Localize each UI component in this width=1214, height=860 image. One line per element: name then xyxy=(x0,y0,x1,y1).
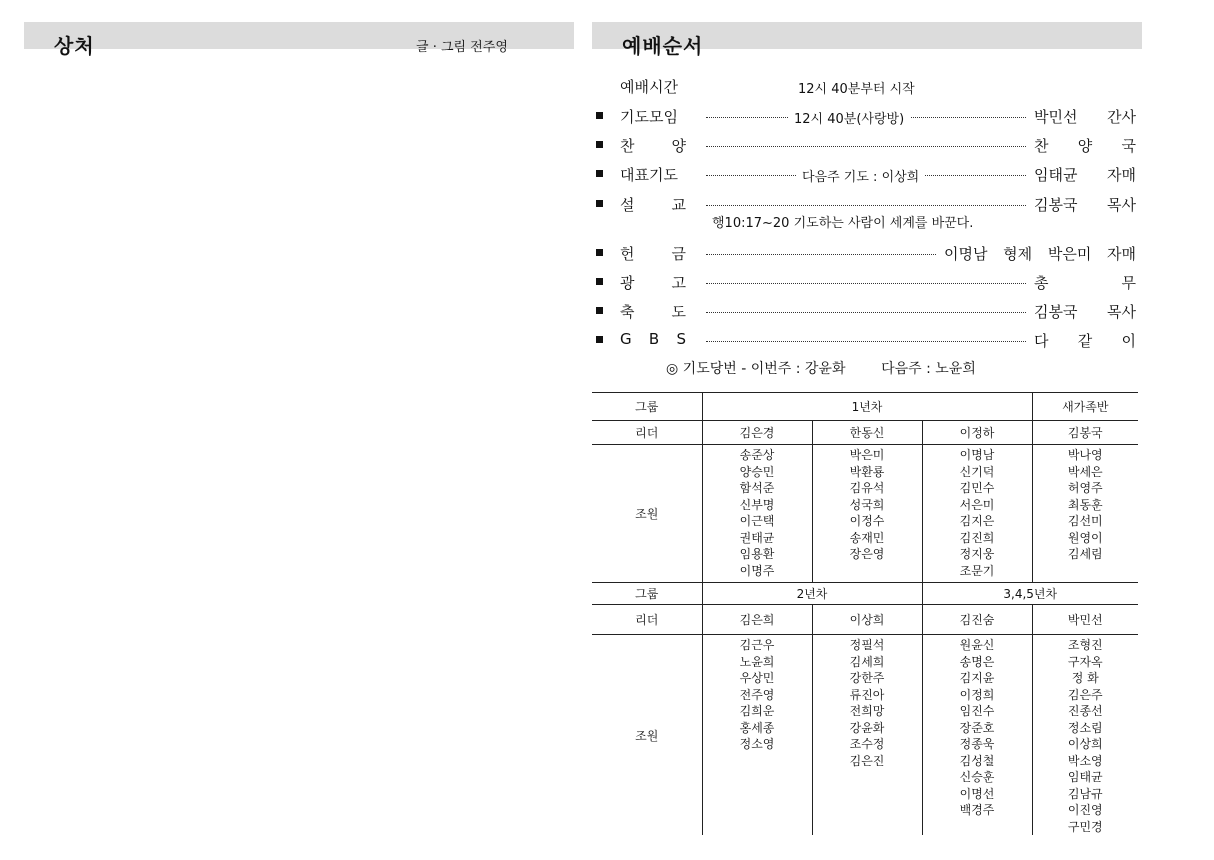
member-name: 구자옥 xyxy=(1067,654,1103,669)
member-name: 김성철 xyxy=(959,753,995,768)
leader-dots xyxy=(706,146,1026,147)
order-label: 대표기도 xyxy=(620,166,678,184)
member-name: 함석준 xyxy=(739,481,775,495)
group-header-label: 그룹 xyxy=(592,583,702,605)
member-list xyxy=(922,635,1032,836)
member-name: 이명남 xyxy=(959,448,995,462)
leader-label: 리더 xyxy=(592,605,702,635)
order-row xyxy=(596,243,1136,265)
order-row xyxy=(596,164,1136,186)
order-label: G B S xyxy=(620,330,686,348)
member-name: 박나영 xyxy=(1067,448,1103,462)
order-person: 찬 양 국 xyxy=(1034,137,1136,155)
member-name: 김근우 xyxy=(739,638,775,652)
member-name: 백경주 xyxy=(959,803,995,817)
member-name: 강한주 xyxy=(849,671,885,685)
member-name: 최동훈 xyxy=(1067,497,1103,512)
order-detail: 다음주 기도 : 이상희 xyxy=(796,166,925,185)
group-new-family: 새가족반 xyxy=(1032,393,1138,421)
member-name: 김선미 xyxy=(1067,514,1103,528)
bullet-icon xyxy=(596,278,603,285)
member-name: 신기덕 xyxy=(959,464,995,479)
leader-dots xyxy=(706,341,1026,342)
member-name: 김은주 xyxy=(1067,687,1103,702)
member-name: 김유석 xyxy=(849,481,885,495)
member-name: 신승훈 xyxy=(959,770,995,784)
member-name: 류진아 xyxy=(849,687,885,702)
leader: 김진숨 xyxy=(922,605,1032,635)
worship-time-row xyxy=(596,76,1136,98)
member-name: 김남규 xyxy=(1067,786,1103,801)
member-name: 이명주 xyxy=(739,563,775,578)
member-name: 원윤신 xyxy=(959,638,995,652)
leader: 김은희 xyxy=(702,605,812,635)
sermon-title: 행10:17~20 기도하는 사람이 세계를 바꾼다. xyxy=(712,216,974,231)
leader-dots xyxy=(706,312,1026,313)
group-header-label: 그룹 xyxy=(592,393,702,421)
member-label: 조원 xyxy=(592,445,702,583)
member-name: 양승민 xyxy=(739,464,775,479)
member-name: 신부명 xyxy=(739,497,775,512)
member-name: 이정수 xyxy=(849,514,885,528)
worship-time-value: 12시 40분부터 시작 xyxy=(792,78,921,97)
member-name: 정소영 xyxy=(739,737,775,751)
left-page-title: 상처 xyxy=(54,34,95,58)
order-label: 기도모임 xyxy=(620,108,678,126)
bullet-icon xyxy=(596,200,603,207)
leader-label: 리더 xyxy=(592,421,702,445)
member-label: 조원 xyxy=(635,728,659,743)
member-name: 김세림 xyxy=(1067,547,1103,561)
member-name: 홍세종 xyxy=(739,720,775,735)
member-name: 정종욱 xyxy=(959,737,995,751)
order-row xyxy=(596,106,1136,128)
order-label: 찬 양 xyxy=(620,137,686,155)
member-name: 임진수 xyxy=(959,704,995,718)
order-person: 총 무 xyxy=(1034,274,1136,292)
order-person: 김봉국 목사 xyxy=(1034,303,1136,321)
member-name: 송재민 xyxy=(849,530,885,545)
leader: 김은경 xyxy=(702,421,812,445)
member-name: 김세희 xyxy=(849,654,885,669)
member-name: 진종선 xyxy=(1067,704,1103,718)
order-row xyxy=(596,135,1136,157)
leader-dots xyxy=(706,283,1026,284)
member-name: 조수정 xyxy=(849,737,885,751)
right-page-title: 예배순서 xyxy=(622,34,704,58)
member-name: 성국희 xyxy=(849,497,885,512)
member-name: 이정희 xyxy=(959,687,995,702)
member-name: 김지윤 xyxy=(959,671,995,685)
member-name: 허영주 xyxy=(1067,481,1103,495)
groups-table xyxy=(592,392,1138,835)
member-name: 이근택 xyxy=(739,514,775,528)
member-name: 김은진 xyxy=(849,753,885,768)
bullet-icon xyxy=(596,249,603,256)
member-name: 박은미 xyxy=(849,448,885,462)
prayer-duty: ◎ 기도당번 - 이번주 : 강윤화 다음주 : 노윤희 xyxy=(666,361,976,377)
member-name: 정 화 xyxy=(1071,671,1099,685)
member-name: 전주영 xyxy=(739,687,775,702)
leader-dots xyxy=(706,254,936,255)
order-row xyxy=(596,330,1136,352)
member-name: 조형진 xyxy=(1067,638,1103,652)
group-year-2: 2년차 xyxy=(702,583,922,605)
order-person: 임태균 자매 xyxy=(1034,166,1136,184)
order-person: 이명남 형제 박은미 자매 xyxy=(944,245,1136,263)
member-name: 우상민 xyxy=(739,671,775,685)
bullet-icon xyxy=(596,141,603,148)
group-year-345: 3,4,5년차 xyxy=(922,583,1138,605)
order-label: 축 도 xyxy=(620,303,686,321)
leader: 이정하 xyxy=(922,421,1032,445)
worship-time-label: 예배시간 xyxy=(620,78,678,96)
member-name: 강윤화 xyxy=(849,720,885,735)
member-list xyxy=(812,445,922,583)
member-name: 김진희 xyxy=(959,530,995,545)
member-name: 박환룡 xyxy=(849,464,885,479)
order-detail: 12시 40분(사랑방) xyxy=(788,108,910,127)
bullet-icon xyxy=(596,336,603,343)
order-label: 설 교 xyxy=(620,196,686,214)
member-name: 송명은 xyxy=(959,654,995,669)
member-name: 송준상 xyxy=(739,448,775,462)
member-name: 임용환 xyxy=(739,547,775,561)
order-label: 헌 금 xyxy=(620,245,686,263)
group-year-1: 1년차 xyxy=(702,393,1032,421)
member-name: 구민경 xyxy=(1067,819,1103,834)
member-list xyxy=(812,635,922,836)
member-name: 정지웅 xyxy=(959,547,995,561)
member-name: 원영이 xyxy=(1067,530,1103,545)
member-name: 이상희 xyxy=(1067,737,1103,751)
member-name: 장은영 xyxy=(849,547,885,561)
bullet-icon xyxy=(596,170,603,177)
member-name: 장준호 xyxy=(959,720,995,735)
leader-dots xyxy=(706,205,1026,206)
order-person: 다 같 이 xyxy=(1034,332,1136,350)
member-list xyxy=(922,445,1032,583)
order-row xyxy=(596,272,1136,294)
member-list xyxy=(702,445,812,583)
member-name: 정필석 xyxy=(849,638,885,652)
order-person: 박민선 간사 xyxy=(1034,108,1136,126)
member-name: 정소림 xyxy=(1067,720,1103,735)
order-row xyxy=(596,301,1136,323)
member-name: 이명선 xyxy=(959,786,995,801)
member-name: 조문기 xyxy=(959,563,995,578)
member-name: 김지은 xyxy=(959,514,995,528)
member-name: 박세은 xyxy=(1067,464,1103,479)
order-row xyxy=(596,194,1136,231)
member-name: 박소영 xyxy=(1067,753,1103,768)
member-name: 노윤희 xyxy=(739,654,775,669)
member-name: 김민수 xyxy=(959,481,995,495)
member-name: 임태균 xyxy=(1067,770,1103,784)
leader: 이상희 xyxy=(812,605,922,635)
bullet-icon xyxy=(596,307,603,314)
member-name: 김희운 xyxy=(739,704,775,718)
member-list xyxy=(1032,445,1138,583)
member-list xyxy=(702,635,812,836)
member-name: 서은미 xyxy=(959,497,995,512)
bullet-icon xyxy=(596,112,603,119)
member-name: 권태균 xyxy=(739,530,775,545)
member-name: 이진영 xyxy=(1067,803,1103,817)
member-name: 전희망 xyxy=(849,704,885,718)
order-person: 김봉국 목사 xyxy=(1034,196,1136,214)
leader: 박민선 xyxy=(1032,605,1138,635)
leader: 김봉국 xyxy=(1032,421,1138,445)
order-label: 광 고 xyxy=(620,274,686,292)
leader: 한동신 xyxy=(812,421,922,445)
left-byline: 글 · 그림 전주영 xyxy=(416,40,508,55)
member-list xyxy=(1032,635,1138,836)
